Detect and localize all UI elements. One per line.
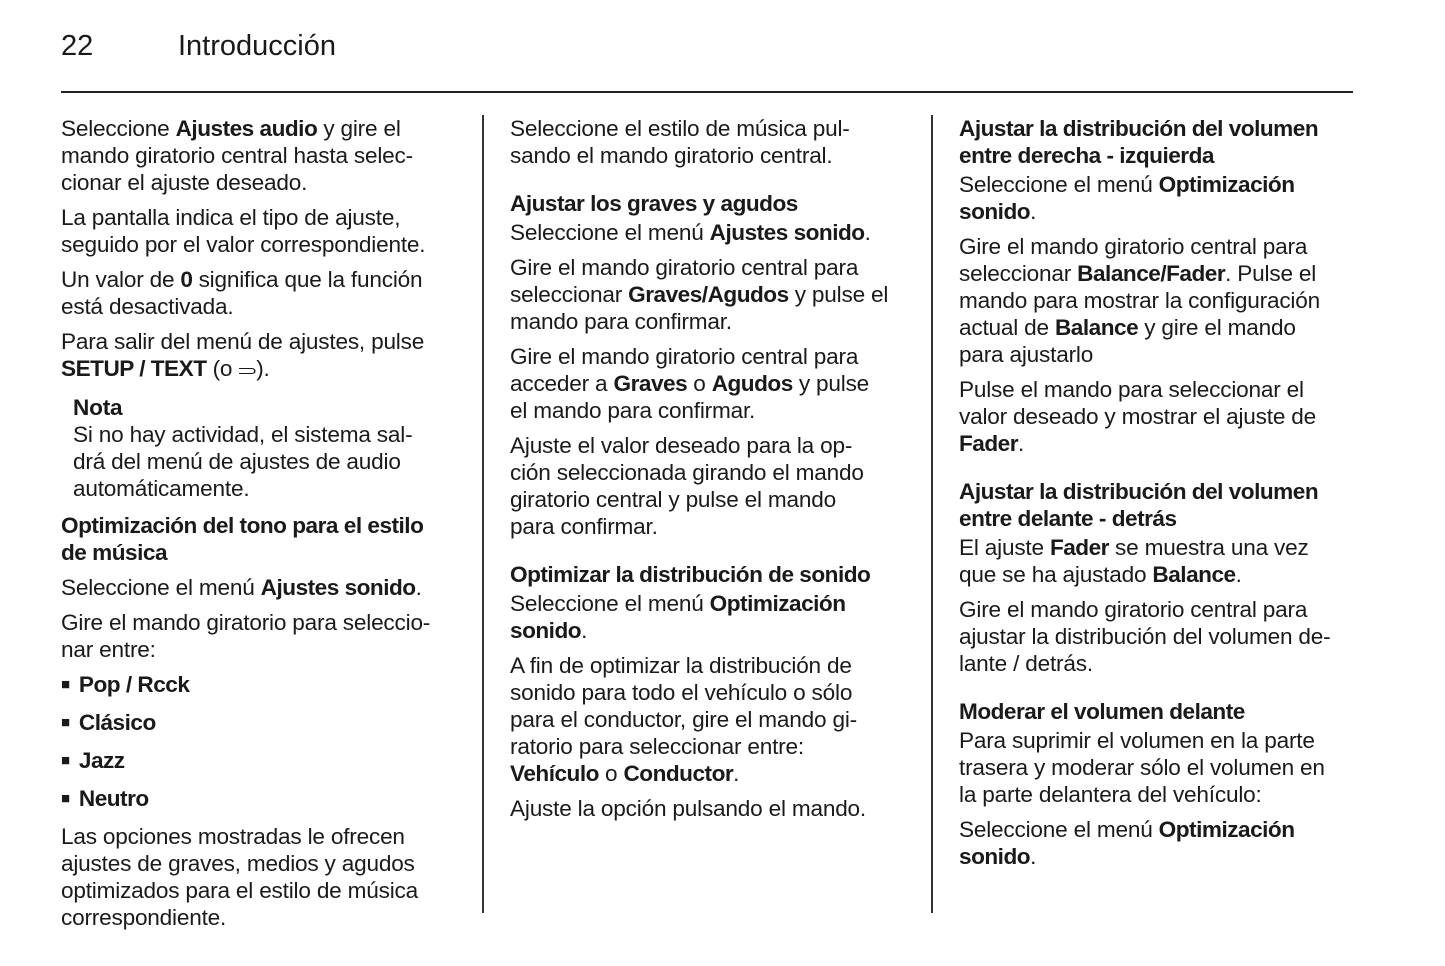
column-divider bbox=[931, 115, 933, 913]
text-line bbox=[61, 850, 471, 877]
text-line bbox=[510, 254, 920, 281]
text-line bbox=[959, 698, 1369, 725]
bold-term: Optimización bbox=[709, 591, 846, 616]
text-run: y pulse el bbox=[788, 282, 889, 307]
text-line bbox=[959, 233, 1369, 260]
text-run: ajustes de graves, medios y agudos bbox=[61, 851, 415, 876]
text-run: nar entre: bbox=[61, 637, 156, 662]
paragraph bbox=[510, 432, 920, 540]
text-run: Pulse el mando para seleccionar el bbox=[959, 377, 1304, 402]
text-line bbox=[959, 727, 1369, 754]
paragraph bbox=[959, 727, 1369, 808]
text-line bbox=[959, 287, 1369, 314]
text-run: mando para confirmar. bbox=[510, 309, 732, 334]
text-line bbox=[510, 219, 920, 246]
text-line bbox=[959, 403, 1369, 430]
paragraph bbox=[510, 652, 920, 787]
bold-term: Optimización bbox=[1158, 172, 1295, 197]
text-run: . bbox=[1030, 844, 1037, 869]
text-line bbox=[959, 430, 1369, 457]
text-run: Un valor de bbox=[61, 267, 181, 292]
text-run: . bbox=[864, 220, 871, 245]
text-run: Gire el mando giratorio central para bbox=[510, 255, 859, 280]
paragraph bbox=[61, 328, 471, 382]
text-run: entre delante - detrás bbox=[959, 506, 1177, 531]
text-line bbox=[73, 475, 471, 502]
bold-term: Balance/Fader bbox=[1077, 261, 1226, 286]
paragraph bbox=[61, 204, 471, 258]
note bbox=[61, 394, 471, 502]
text-line bbox=[73, 394, 471, 421]
subheading bbox=[959, 115, 1369, 169]
paragraph bbox=[959, 596, 1369, 677]
bold-term: Fader bbox=[1049, 535, 1109, 560]
text-line bbox=[73, 448, 471, 475]
paragraph bbox=[61, 115, 471, 196]
text-line bbox=[510, 486, 920, 513]
text-run: Nota bbox=[73, 395, 123, 420]
paragraph bbox=[510, 115, 920, 169]
subheading bbox=[510, 190, 920, 217]
text-line bbox=[61, 904, 471, 931]
text-line bbox=[510, 370, 920, 397]
text-run: Seleccione bbox=[61, 116, 176, 141]
bold-term: Conductor bbox=[623, 761, 734, 786]
text-run: El ajuste bbox=[959, 535, 1050, 560]
text-run: que se ha ajustado bbox=[959, 562, 1153, 587]
text-run: para el conductor, gire el mando gi- bbox=[510, 707, 857, 732]
text-line bbox=[959, 754, 1369, 781]
text-line bbox=[510, 432, 920, 459]
list-item bbox=[61, 785, 471, 815]
bold-term: Pop / Rcck bbox=[78, 672, 190, 697]
subheading bbox=[959, 478, 1369, 532]
text-run: valor deseado y mostrar el ajuste de bbox=[959, 404, 1317, 429]
text-line bbox=[61, 355, 471, 382]
text-line bbox=[959, 260, 1369, 287]
section-title: Introducción bbox=[178, 30, 336, 62]
subheading bbox=[510, 561, 920, 588]
text-run: y gire el bbox=[317, 116, 401, 141]
text-run: Ajustar los graves y agudos bbox=[510, 191, 798, 216]
page-number: 22 bbox=[61, 30, 94, 62]
text-run: . bbox=[1235, 562, 1242, 587]
text-line bbox=[510, 343, 920, 370]
text-line bbox=[510, 733, 920, 760]
text-run: Gire el mando giratorio central para bbox=[959, 597, 1308, 622]
header-rule bbox=[61, 91, 1353, 93]
text-run: . bbox=[581, 618, 588, 643]
text-run: ajustar la distribución del volumen de- bbox=[959, 624, 1331, 649]
text-run: lante / detrás. bbox=[959, 651, 1093, 676]
bold-term: Graves/Agudos bbox=[628, 282, 789, 307]
text-line bbox=[959, 596, 1369, 623]
text-run: . bbox=[1018, 431, 1025, 456]
text-run: actual de bbox=[959, 315, 1055, 340]
column-2 bbox=[510, 115, 920, 822]
bold-term: sonido bbox=[959, 199, 1031, 224]
text-run: sando el mando giratorio central. bbox=[510, 143, 833, 168]
text-run: Ajustar la distribución del volumen bbox=[959, 479, 1319, 504]
paragraph bbox=[61, 574, 471, 601]
text-run: seleccionar bbox=[959, 261, 1078, 286]
text-line bbox=[959, 171, 1369, 198]
text-run: Seleccione el estilo de música pul- bbox=[510, 116, 850, 141]
text-run: . bbox=[733, 761, 740, 786]
text-line bbox=[510, 760, 920, 787]
paragraph bbox=[510, 254, 920, 335]
text-line bbox=[61, 823, 471, 850]
text-run: Si no hay actividad, el sistema sal- bbox=[73, 422, 413, 447]
text-line bbox=[61, 636, 471, 663]
text-run: cionar el ajuste deseado. bbox=[61, 170, 308, 195]
text-line bbox=[510, 281, 920, 308]
text-run: sonido para todo el vehículo o sólo bbox=[510, 680, 853, 705]
text-run: . Pulse el bbox=[1225, 261, 1317, 286]
text-run: y gire el mando bbox=[1138, 315, 1296, 340]
text-line bbox=[959, 650, 1369, 677]
text-line bbox=[510, 795, 920, 822]
text-run: (o ⥰). bbox=[206, 356, 270, 381]
text-line bbox=[61, 574, 471, 601]
text-line bbox=[61, 328, 471, 355]
bold-term: 0 bbox=[180, 267, 193, 292]
text-run: Para salir del menú de ajustes, pulse bbox=[61, 329, 425, 354]
text-run: Ajustar la distribución del volumen bbox=[959, 116, 1319, 141]
text-run: Optimizar la distribución de sonido bbox=[510, 562, 871, 587]
text-run: . bbox=[415, 575, 422, 600]
paragraph bbox=[61, 609, 471, 663]
text-line bbox=[510, 513, 920, 540]
paragraph bbox=[61, 823, 471, 931]
text-line bbox=[959, 376, 1369, 403]
bold-term: Ajustes sonido bbox=[709, 220, 865, 245]
text-line bbox=[959, 623, 1369, 650]
text-line bbox=[959, 341, 1369, 368]
text-run: seguido por el valor correspondiente. bbox=[61, 232, 426, 257]
subheading bbox=[959, 698, 1369, 725]
bold-term: Balance bbox=[1152, 562, 1236, 587]
text-run: y pulse bbox=[792, 371, 870, 396]
text-run: mando giratorio central hasta selec- bbox=[61, 143, 413, 168]
paragraph bbox=[959, 376, 1369, 457]
text-run: Para suprimir el volumen en la parte bbox=[959, 728, 1315, 753]
text-line bbox=[959, 314, 1369, 341]
list-item bbox=[61, 709, 471, 739]
text-run: para confirmar. bbox=[510, 514, 658, 539]
text-run: acceder a bbox=[510, 371, 614, 396]
text-line bbox=[61, 877, 471, 904]
text-line bbox=[510, 590, 920, 617]
paragraph bbox=[959, 171, 1369, 225]
bold-term: Agudos bbox=[711, 371, 793, 396]
paragraph bbox=[510, 795, 920, 822]
bold-term: Jazz bbox=[78, 748, 125, 773]
text-line bbox=[959, 478, 1369, 505]
text-run: está desactivada. bbox=[61, 294, 234, 319]
column-1 bbox=[61, 115, 471, 931]
text-line bbox=[510, 652, 920, 679]
text-run: se muestra una vez bbox=[1108, 535, 1309, 560]
paragraph bbox=[510, 343, 920, 424]
text-line bbox=[510, 459, 920, 486]
list-item bbox=[61, 671, 471, 701]
text-line bbox=[959, 198, 1369, 225]
text-line bbox=[510, 142, 920, 169]
text-run: optimizados para el estilo de música bbox=[61, 878, 418, 903]
text-line bbox=[959, 534, 1369, 561]
text-run: A fin de optimizar la distribución de bbox=[510, 653, 852, 678]
text-line bbox=[61, 671, 471, 701]
text-run: Gire el mando giratorio central para bbox=[959, 234, 1308, 259]
paragraph bbox=[959, 816, 1369, 870]
paragraph bbox=[959, 534, 1369, 588]
text-run: automáticamente. bbox=[73, 476, 250, 501]
text-line bbox=[61, 512, 471, 539]
text-run: la parte delantera del vehículo: bbox=[959, 782, 1262, 807]
text-run: . bbox=[1030, 199, 1037, 224]
text-line bbox=[510, 617, 920, 644]
text-run: de música bbox=[61, 540, 168, 565]
text-run: para ajustarlo bbox=[959, 342, 1094, 367]
bold-term: Neutro bbox=[78, 786, 149, 811]
bold-term: Fader bbox=[959, 431, 1019, 456]
text-line bbox=[959, 142, 1369, 169]
bold-term: sonido bbox=[959, 844, 1031, 869]
text-run: Seleccione el menú bbox=[61, 575, 261, 600]
bold-term: Clásico bbox=[78, 710, 156, 735]
text-line bbox=[510, 561, 920, 588]
bold-term: Graves bbox=[613, 371, 688, 396]
text-run: Las opciones mostradas le ofrecen bbox=[61, 824, 405, 849]
text-line bbox=[510, 115, 920, 142]
text-line bbox=[61, 747, 471, 777]
bold-term: Ajustes sonido bbox=[260, 575, 416, 600]
text-line bbox=[959, 816, 1369, 843]
text-line bbox=[510, 706, 920, 733]
column-3 bbox=[959, 115, 1369, 870]
text-run: Ajuste el valor deseado para la op- bbox=[510, 433, 853, 458]
text-line bbox=[61, 169, 471, 196]
text-run: Seleccione el menú bbox=[510, 591, 710, 616]
bold-term: Optimización bbox=[1158, 817, 1295, 842]
paragraph bbox=[959, 233, 1369, 368]
text-line bbox=[510, 679, 920, 706]
text-line bbox=[959, 115, 1369, 142]
text-line bbox=[959, 561, 1369, 588]
text-run: correspondiente. bbox=[61, 905, 227, 930]
text-run: o bbox=[598, 761, 624, 786]
text-line bbox=[61, 204, 471, 231]
paragraph bbox=[61, 266, 471, 320]
text-run: Seleccione el menú bbox=[959, 817, 1159, 842]
subheading bbox=[61, 512, 471, 566]
text-line bbox=[959, 505, 1369, 532]
paragraph bbox=[510, 590, 920, 644]
text-run: entre derecha - izquierda bbox=[959, 143, 1214, 168]
text-run: Ajuste la opción pulsando el mando. bbox=[510, 796, 867, 821]
text-run: Seleccione el menú bbox=[959, 172, 1159, 197]
text-run: ción seleccionada girando el mando bbox=[510, 460, 864, 485]
text-line bbox=[73, 421, 471, 448]
text-run: Optimización del tono para el estilo bbox=[61, 513, 424, 538]
text-run: trasera y moderar sólo el volumen en bbox=[959, 755, 1325, 780]
text-run: giratorio central y pulse el mando bbox=[510, 487, 837, 512]
list-item bbox=[61, 747, 471, 777]
text-run: seleccionar bbox=[510, 282, 629, 307]
text-line bbox=[510, 308, 920, 335]
text-line bbox=[61, 709, 471, 739]
bold-term: Ajustes audio bbox=[175, 116, 318, 141]
text-run: drá del menú de ajustes de audio bbox=[73, 449, 401, 474]
text-run: Gire el mando giratorio central para bbox=[510, 344, 859, 369]
text-run: mando para mostrar la configuración bbox=[959, 288, 1320, 313]
text-line bbox=[61, 266, 471, 293]
text-run: La pantalla indica el tipo de ajuste, bbox=[61, 205, 401, 230]
text-run: ratorio para seleccionar entre: bbox=[510, 734, 804, 759]
bold-term: Balance bbox=[1054, 315, 1139, 340]
text-line bbox=[61, 142, 471, 169]
paragraph bbox=[510, 219, 920, 246]
text-run: o bbox=[687, 371, 712, 396]
column-divider bbox=[482, 115, 484, 913]
text-line bbox=[61, 539, 471, 566]
text-line bbox=[61, 293, 471, 320]
text-line bbox=[959, 781, 1369, 808]
text-run: significa que la función bbox=[192, 267, 423, 292]
text-run: Seleccione el menú bbox=[510, 220, 710, 245]
text-line bbox=[61, 231, 471, 258]
bold-term: SETUP / TEXT bbox=[61, 356, 207, 381]
bold-term: Vehículo bbox=[510, 761, 599, 786]
text-line bbox=[61, 785, 471, 815]
text-line bbox=[959, 843, 1369, 870]
text-run: Gire el mando giratorio para seleccio- bbox=[61, 610, 431, 635]
text-run: el mando para confirmar. bbox=[510, 398, 756, 423]
text-line bbox=[61, 115, 471, 142]
text-line bbox=[510, 397, 920, 424]
text-line bbox=[61, 609, 471, 636]
text-run: Moderar el volumen delante bbox=[959, 699, 1245, 724]
text-line bbox=[510, 190, 920, 217]
bold-term: sonido bbox=[510, 618, 582, 643]
